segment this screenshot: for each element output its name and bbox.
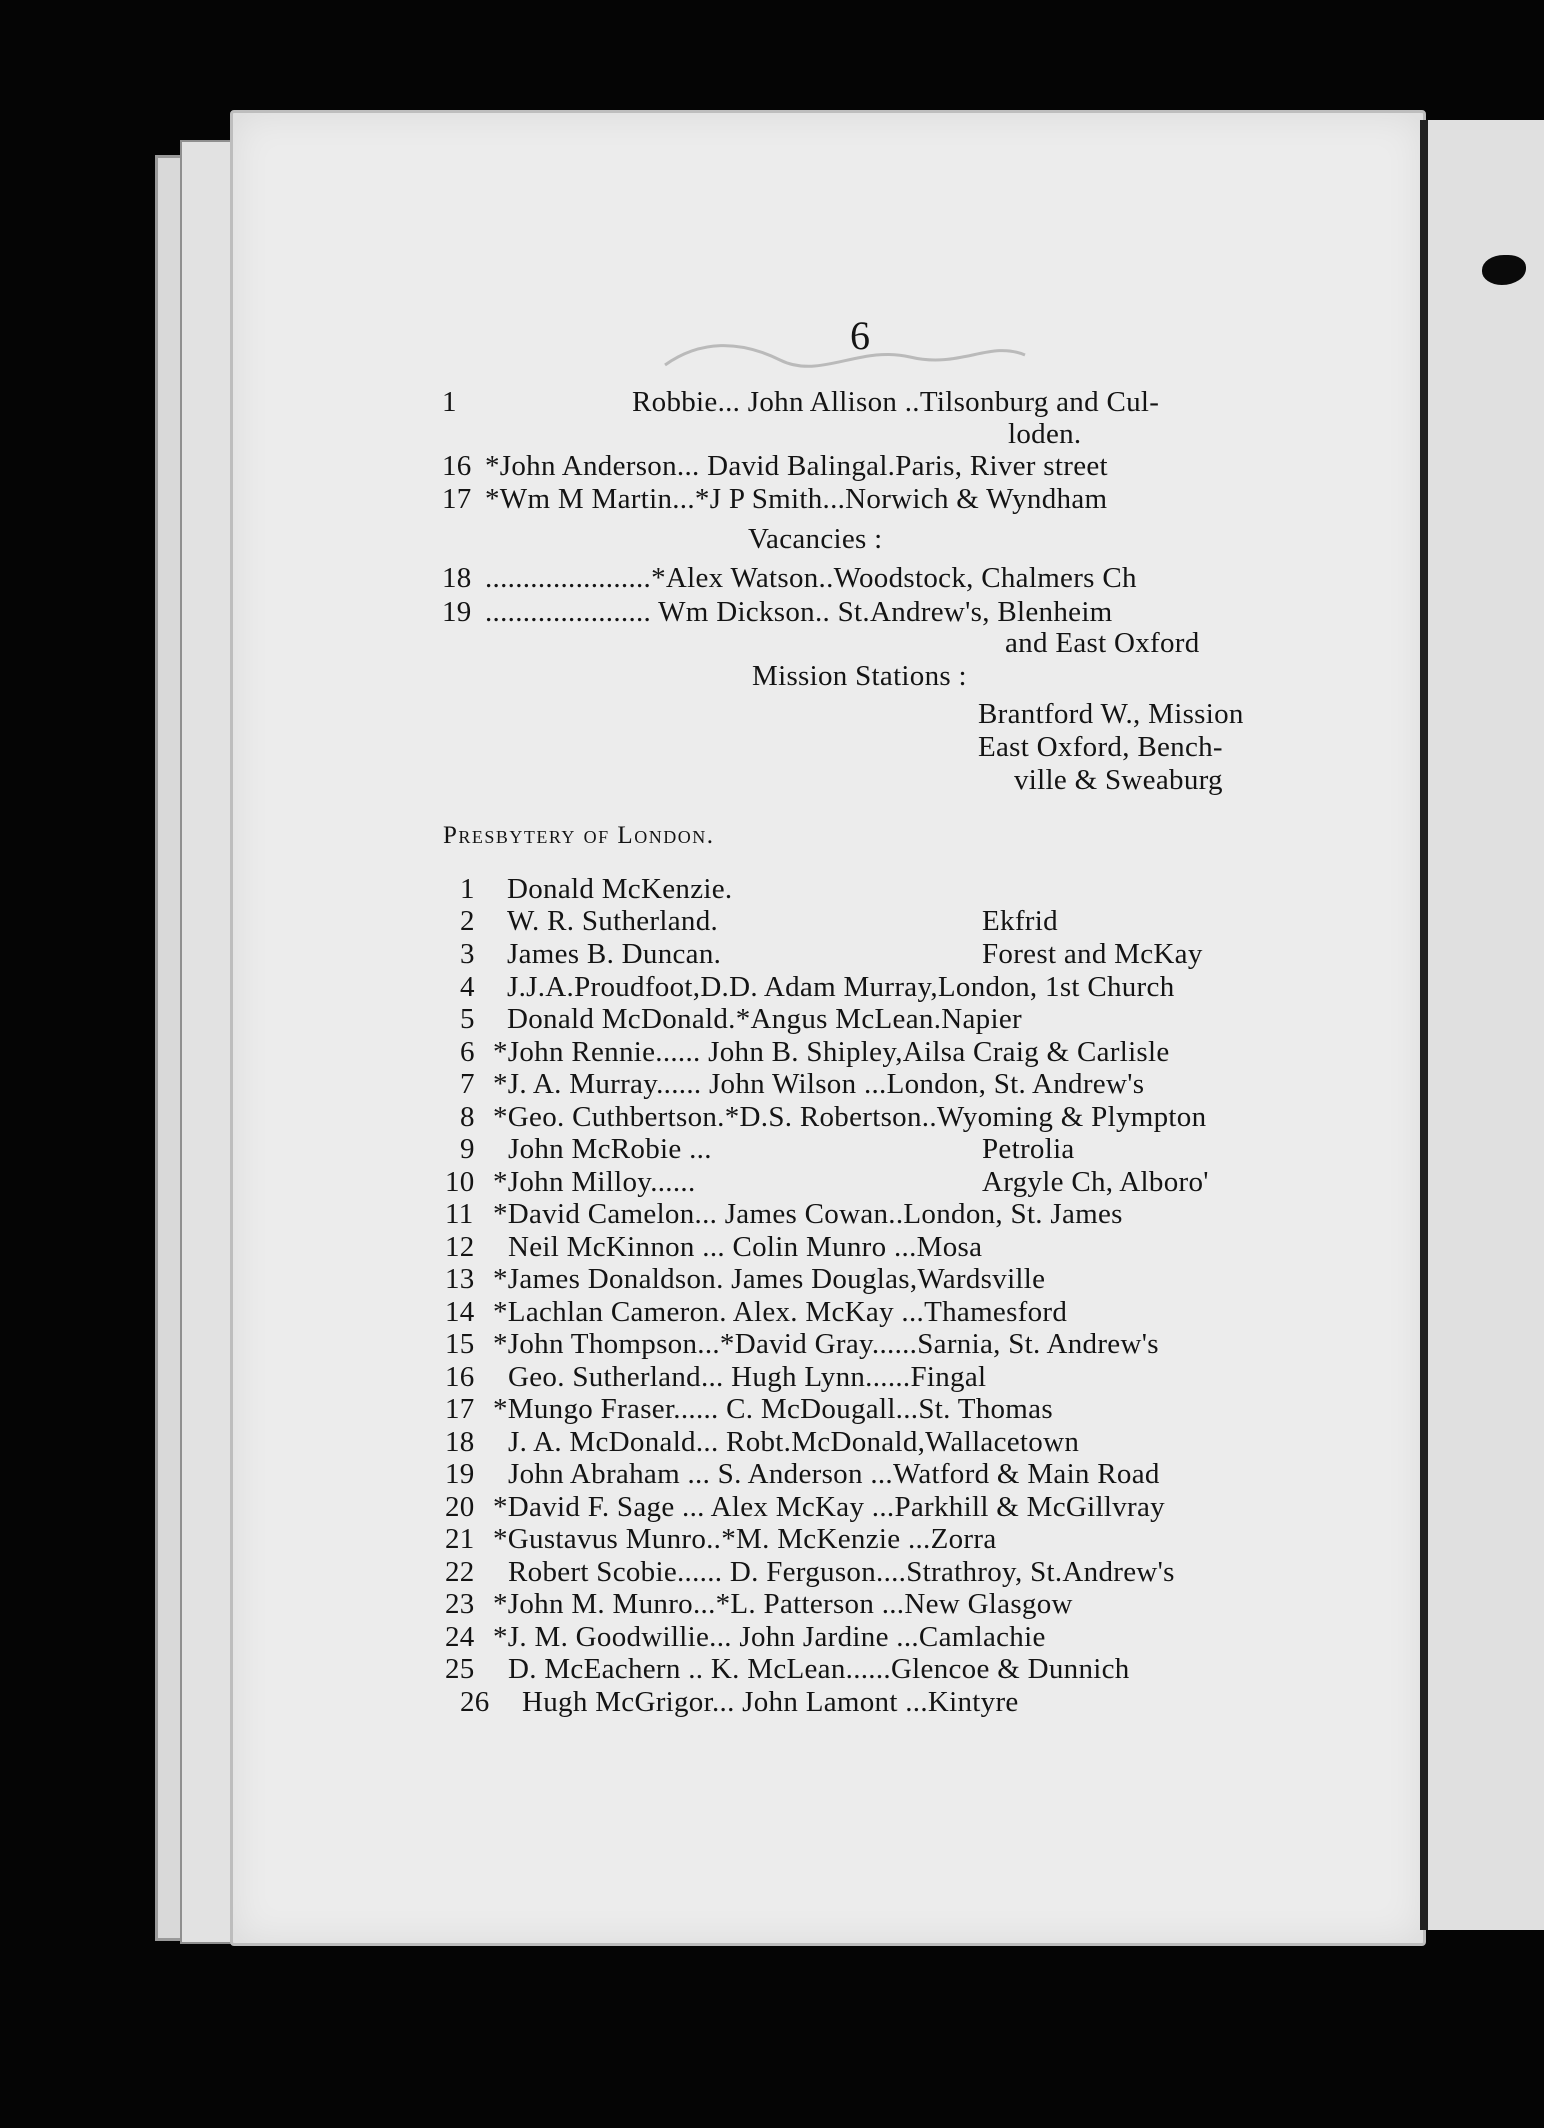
row-number: 18: [442, 562, 472, 594]
section-heading: Presbytery of London.: [443, 822, 715, 849]
row-number: 2: [460, 905, 475, 937]
row-number: 26: [460, 1686, 490, 1718]
list-item: Neil McKinnon ... Colin Munro ...Mosa: [508, 1231, 983, 1263]
row-number: 25: [445, 1653, 475, 1685]
row-number: 10: [445, 1166, 475, 1198]
list-item: D. McEachern .. K. McLean......Glencoe & Dunnich: [508, 1653, 1130, 1685]
list-item: J.J.A.Proudfoot,D.D. Adam Murray,London, 1st Church: [507, 971, 1175, 1003]
list-item: Robbie... John Allison ..Tilsonburg and Cul-: [632, 386, 1160, 418]
list-item: Robert Scobie...... D. Ferguson....Strathroy, St.Andrew's: [508, 1556, 1175, 1588]
list-item: *Wm M Martin...*J P Smith...Norwich & Wyndham: [485, 483, 1108, 515]
list-item-place: Petrolia: [982, 1133, 1075, 1165]
list-item: *David F. Sage ... Alex McKay ...Parkhill & McGillvray: [493, 1491, 1165, 1523]
row-number: 16: [445, 1361, 475, 1393]
row-number: 18: [445, 1426, 475, 1458]
row-number: 1: [442, 386, 457, 418]
row-number: 17: [442, 483, 472, 515]
list-item: Geo. Sutherland... Hugh Lynn......Fingal: [508, 1361, 987, 1393]
list-item-place: Ekfrid: [982, 905, 1058, 937]
list-item: James B. Duncan.: [507, 938, 722, 970]
list-item: loden.: [1008, 418, 1082, 450]
row-number: 20: [445, 1491, 475, 1523]
row-number: 15: [445, 1328, 475, 1360]
row-number: 12: [445, 1231, 475, 1263]
list-item-place: Forest and McKay: [982, 938, 1203, 970]
row-number: 17: [445, 1393, 475, 1425]
row-number: 4: [460, 971, 475, 1003]
list-item: and East Oxford: [1005, 627, 1200, 659]
list-item-place: Argyle Ch, Alboro': [982, 1166, 1209, 1198]
row-number: 3: [460, 938, 475, 970]
list-item: J. A. McDonald... Robt.McDonald,Wallacetown: [508, 1426, 1080, 1458]
faded-stamp: [660, 335, 1030, 375]
list-item: *James Donaldson. James Douglas,Wardsville: [493, 1263, 1046, 1295]
row-number: 1: [460, 873, 475, 905]
list-item: *John Thompson...*David Gray......Sarnia, St. Andrew's: [493, 1328, 1159, 1360]
list-item: *David Camelon... James Cowan..London, St. James: [493, 1198, 1123, 1230]
row-number: 19: [442, 596, 472, 628]
list-item: Hugh McGrigor... John Lamont ...Kintyre: [522, 1686, 1019, 1718]
list-item: *Lachlan Cameron. Alex. McKay ...Thamesford: [493, 1296, 1068, 1328]
list-item: John Abraham ... S. Anderson ...Watford & Main Road: [508, 1458, 1160, 1490]
section-label: Vacancies :: [748, 523, 883, 555]
list-item: East Oxford, Bench-: [978, 731, 1223, 763]
list-item: W. R. Sutherland.: [507, 905, 719, 937]
row-number: 6: [460, 1036, 475, 1068]
row-number: 23: [445, 1588, 475, 1620]
row-number: 14: [445, 1296, 475, 1328]
row-number: 7: [460, 1068, 475, 1100]
facing-page-edge: [1420, 120, 1544, 1930]
row-number: 9: [460, 1133, 475, 1165]
list-item: *Mungo Fraser...... C. McDougall...St. Thomas: [493, 1393, 1053, 1425]
list-item: *J. M. Goodwillie... John Jardine ...Camlachie: [493, 1621, 1046, 1653]
list-item: ......................*Alex Watson..Woodstock, Chalmers Ch: [485, 562, 1137, 594]
list-item: Donald McKenzie.: [507, 873, 733, 905]
row-number: 21: [445, 1523, 475, 1555]
page-number: 6: [850, 313, 870, 358]
list-item: *John Milloy......: [493, 1166, 696, 1198]
row-number: 13: [445, 1263, 475, 1295]
list-item: *Gustavus Munro..*M. McKenzie ...Zorra: [493, 1523, 997, 1555]
list-item: ville & Sweaburg: [1014, 764, 1223, 796]
row-number: 8: [460, 1101, 475, 1133]
row-number: 16: [442, 450, 472, 482]
list-item: ...................... Wm Dickson.. St.Andrew's, Blenheim: [485, 596, 1113, 628]
row-number: 5: [460, 1003, 475, 1035]
list-item: John McRobie ...: [508, 1133, 712, 1165]
list-item: *J. A. Murray...... John Wilson ...London, St. Andrew's: [493, 1068, 1145, 1100]
list-item: *John M. Munro...*L. Patterson ...New Glasgow: [493, 1588, 1073, 1620]
list-item: Donald McDonald.*Angus McLean.Napier: [507, 1003, 1022, 1035]
list-item: *Geo. Cuthbertson.*D.S. Robertson..Wyoming & Plympton: [493, 1101, 1207, 1133]
list-item: *John Anderson... David Balingal.Paris, River street: [485, 450, 1108, 482]
section-label: Mission Stations :: [752, 660, 967, 692]
row-number: 24: [445, 1621, 475, 1653]
list-item: *John Rennie...... John B. Shipley,Ailsa Craig & Carlisle: [493, 1036, 1170, 1068]
list-item: Brantford W., Mission: [978, 698, 1244, 730]
row-number: 11: [445, 1198, 474, 1230]
row-number: 19: [445, 1458, 475, 1490]
row-number: 22: [445, 1556, 475, 1588]
